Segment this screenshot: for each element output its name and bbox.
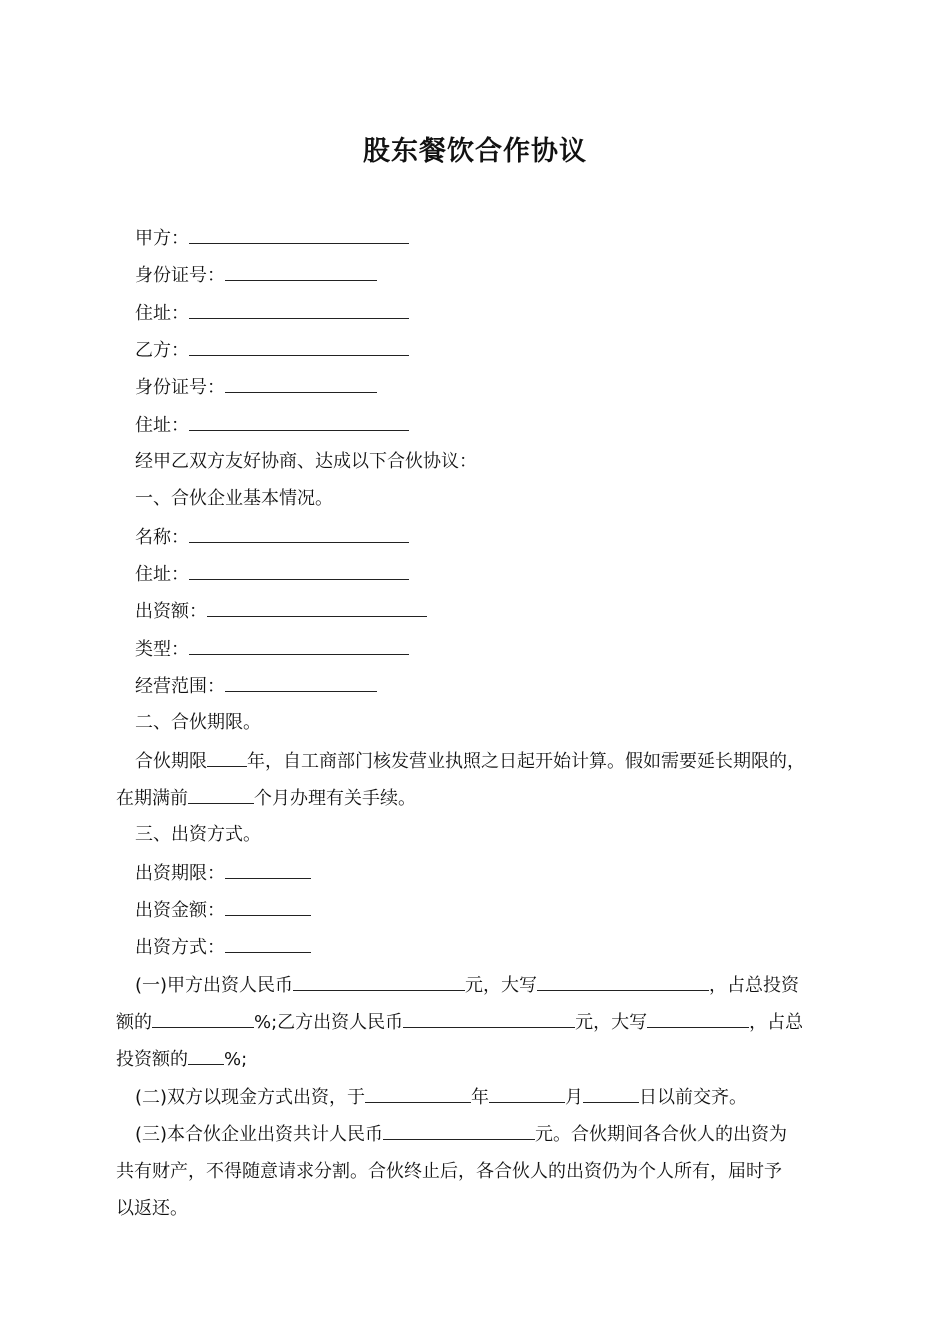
contribution-period-line [135, 860, 855, 887]
company-type-blank[interactable] [189, 636, 409, 655]
party-b-rmb-words-blank[interactable] [647, 1009, 749, 1028]
section-1-heading: 一、合伙企业基本情况。 [135, 488, 333, 509]
clause-1-line-3 [116, 1046, 836, 1073]
clause-3-line-1 [135, 1121, 855, 1148]
contribution-method-line [135, 934, 855, 961]
party-b-label: 乙方： [135, 340, 189, 361]
clause-text: %; [224, 1049, 248, 1070]
deadline-year-blank[interactable] [365, 1084, 471, 1103]
contribution-amount-label: 出资金额： [135, 900, 225, 921]
party-b-line [135, 337, 855, 364]
contribution-amount-line [135, 897, 855, 924]
clause-1-line-2 [116, 1009, 836, 1036]
clause-text: 元，大写 [465, 975, 538, 996]
contribution-method-label: 出资方式： [135, 937, 225, 958]
party-a-address-label: 住址： [135, 303, 189, 324]
term-paragraph-line-1 [135, 748, 855, 775]
clause-text: (一)甲方出资人民币 [135, 975, 294, 996]
party-b-address-blank[interactable] [189, 412, 409, 431]
business-scope-line [135, 673, 855, 700]
party-a-label: 甲方： [135, 228, 189, 249]
capital-label: 出资额： [135, 601, 207, 622]
party-b-blank[interactable] [189, 337, 409, 356]
clause-text: (二)双方以现金方式出资，于 [135, 1087, 366, 1108]
section-3-heading: 三、出资方式。 [135, 824, 261, 845]
clause-text: %;乙方出资人民币 [254, 1012, 404, 1033]
company-address-blank[interactable] [189, 561, 409, 580]
party-a-address-blank[interactable] [189, 300, 409, 319]
term-years-blank[interactable] [207, 748, 247, 767]
party-a-percent-blank[interactable] [152, 1009, 254, 1028]
term-paragraph-line-2 [116, 785, 836, 812]
party-a-id-label: 身份证号： [135, 265, 225, 286]
capital-line [135, 598, 855, 625]
clause-text: 投资额的 [116, 1049, 188, 1070]
clause-3-line-2: 共有财产，不得随意请求分割。合伙终止后，各合伙人的出资仍为个人所有，届时予 [116, 1161, 782, 1182]
section-2-heading: 二、合伙期限。 [135, 712, 261, 733]
clause-3-line-3: 以返还。 [116, 1198, 188, 1219]
clause-2-line [135, 1084, 855, 1111]
contribution-amount-blank[interactable] [225, 897, 311, 916]
party-a-line [135, 225, 855, 252]
document-title: 股东餐饮合作协议 [363, 136, 587, 167]
party-b-address-label: 住址： [135, 415, 189, 436]
company-type-line [135, 636, 855, 663]
clause-text: (三)本合伙企业出资共计人民币 [135, 1124, 384, 1145]
clause-1-line-1 [135, 972, 855, 999]
party-a-id-line [135, 262, 855, 289]
term-text: 合伙期限 [135, 751, 207, 772]
party-a-rmb-blank[interactable] [293, 972, 465, 991]
clause-text: 年 [471, 1087, 490, 1108]
party-a-address-line [135, 300, 855, 327]
party-b-address-line [135, 412, 855, 439]
party-b-id-blank[interactable] [225, 374, 377, 393]
capital-blank[interactable] [207, 598, 427, 617]
party-a-rmb-words-blank[interactable] [537, 972, 709, 991]
company-name-blank[interactable] [189, 524, 409, 543]
term-text: 在期满前 [116, 788, 188, 809]
clause-text: 元，大写 [575, 1012, 648, 1033]
clause-text: ，占总投资 [709, 975, 800, 996]
term-text: 个月办理有关手续。 [254, 788, 416, 809]
company-type-label: 类型： [135, 639, 189, 660]
party-b-id-label: 身份证号： [135, 377, 225, 398]
party-a-blank[interactable] [189, 225, 409, 244]
deadline-day-blank[interactable] [583, 1084, 639, 1103]
total-capital-blank[interactable] [383, 1121, 535, 1140]
term-months-blank[interactable] [188, 785, 254, 804]
clause-text: 元。合伙期间各合伙人的出资为 [535, 1124, 788, 1145]
contribution-method-blank[interactable] [225, 934, 311, 953]
party-b-rmb-blank[interactable] [403, 1009, 575, 1028]
company-name-label: 名称： [135, 527, 189, 548]
company-address-label: 住址： [135, 564, 189, 585]
party-a-id-blank[interactable] [225, 262, 377, 281]
company-address-line [135, 561, 855, 588]
clause-text: ，占总 [749, 1012, 804, 1033]
business-scope-label: 经营范围： [135, 676, 225, 697]
business-scope-blank[interactable] [225, 673, 377, 692]
party-b-id-line [135, 374, 855, 401]
contribution-period-blank[interactable] [225, 860, 311, 879]
company-name-line [135, 524, 855, 551]
clause-text: 额的 [116, 1012, 152, 1033]
deadline-month-blank[interactable] [489, 1084, 565, 1103]
party-b-percent-blank[interactable] [188, 1046, 224, 1065]
term-text: 年，自工商部门核发营业执照之日起开始计算。假如需要延长期限的， [247, 751, 805, 772]
clause-text: 月 [565, 1087, 584, 1108]
clause-text: 日以前交齐。 [639, 1087, 748, 1108]
intro-text: 经甲乙双方友好协商、达成以下合伙协议： [135, 451, 477, 472]
contribution-period-label: 出资期限： [135, 863, 225, 884]
